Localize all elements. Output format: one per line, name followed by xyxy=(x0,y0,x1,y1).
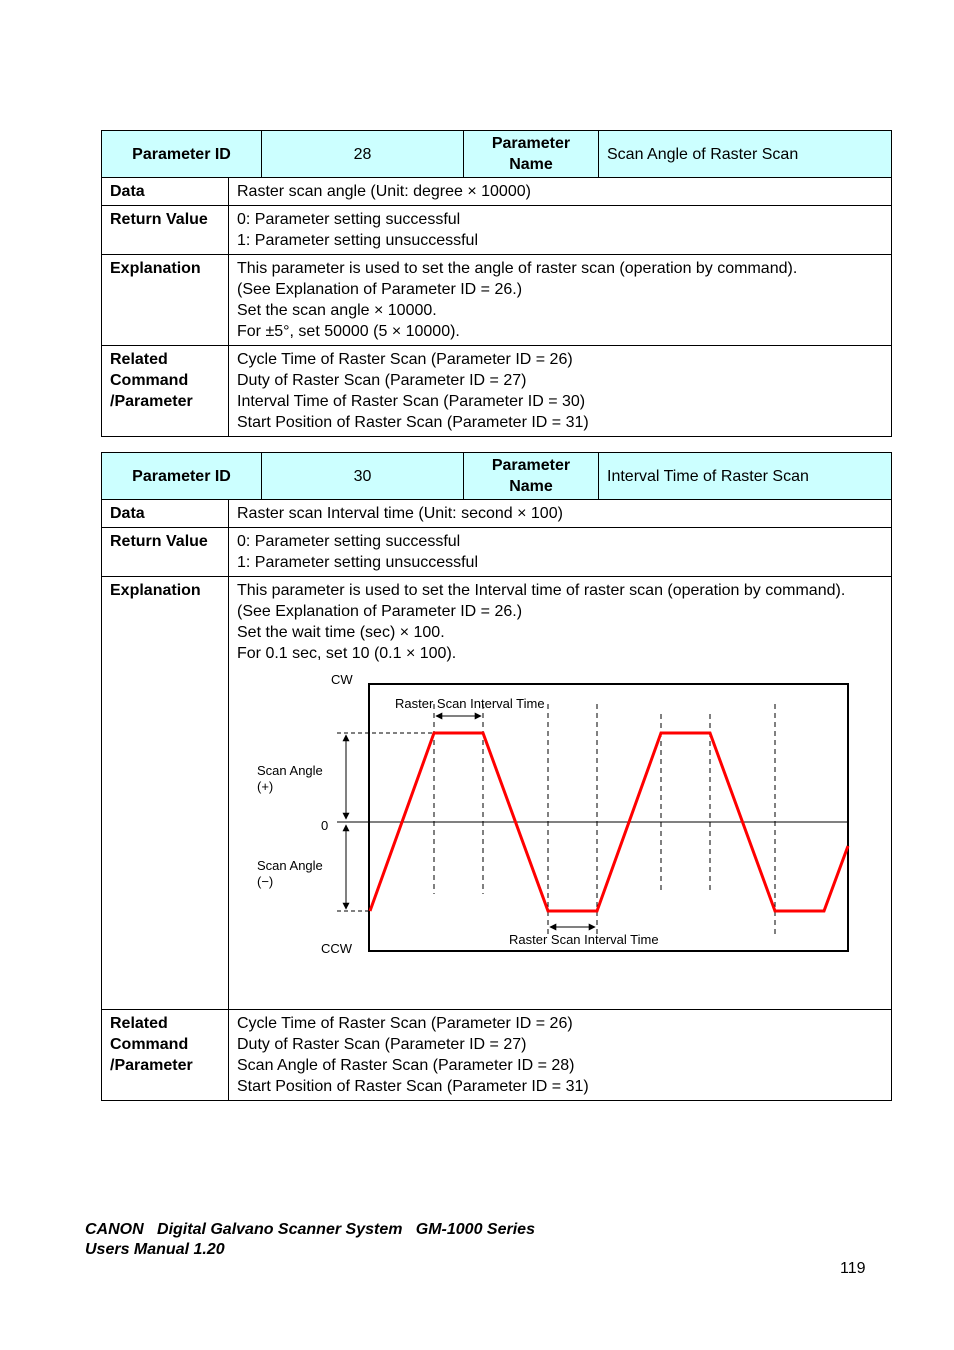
data-value: Raster scan angle (Unit: degree × 10000) xyxy=(229,178,892,206)
scan-angle-plus-label: Scan Angle xyxy=(257,763,323,778)
ccw-label: CCW xyxy=(321,941,353,956)
parameter-table-30 xyxy=(101,452,892,1101)
scan-angle-minus-sign: (−) xyxy=(257,874,274,889)
explanation-label: Explanation xyxy=(102,255,229,346)
data-label: Data xyxy=(102,178,229,206)
footer-line-2: Users Manual 1.20 xyxy=(85,1241,225,1258)
interval-time-label-top: Raster Scan Interval Time xyxy=(395,696,545,711)
data-label: Data xyxy=(102,500,229,528)
parameter-name-value: Scan Angle of Raster Scan xyxy=(599,131,892,178)
parameter-name-label: Parameter Name xyxy=(464,131,599,178)
data-row xyxy=(102,178,892,206)
return-value-text: 0: Parameter setting successful 1: Parameter setting unsuccessful xyxy=(229,206,892,255)
parameter-id-label: Parameter ID xyxy=(102,131,262,178)
footer-brand: CANON xyxy=(85,1221,144,1238)
data-value: Raster scan Interval time (Unit: second × 100) xyxy=(229,500,892,528)
footer-line-1 xyxy=(85,1220,535,1240)
footer-product: Digital Galvano Scanner System xyxy=(157,1221,403,1238)
parameter-header-row xyxy=(102,131,892,178)
explanation-label: Explanation xyxy=(102,577,229,1010)
related-list: Cycle Time of Raster Scan (Parameter ID = 26) Duty of Raster Scan (Parameter ID = 27) Scan Angle of Raster Scan (Parameter ID = 28) Start Position of Raster Scan (Parameter ID = 31) xyxy=(229,1010,892,1101)
return-value-label: Return Value xyxy=(102,206,229,255)
related-row xyxy=(102,1010,892,1101)
raster-scan-timing-diagram xyxy=(237,664,887,994)
related-label: Related Command /Parameter xyxy=(102,1010,229,1101)
parameter-id-value: 30 xyxy=(262,453,464,500)
related-row xyxy=(102,346,892,437)
return-value-text: 0: Parameter setting successful 1: Parameter setting unsuccessful xyxy=(229,528,892,577)
parameter-name-label: Parameter Name xyxy=(464,453,599,500)
related-label: Related Command /Parameter xyxy=(102,346,229,437)
return-value-label: Return Value xyxy=(102,528,229,577)
explanation-text: This parameter is used to set the Interval time of raster scan (operation by command). (See Explanation of Parameter ID = 26.) Set the wait time (sec) × 100. For 0.1 sec, set 10 (0.1 × 100). CW CCW 0 Scan Angle (+) Scan Angle (−) Raster Scan Interval Time Raster Scan Interval Time xyxy=(229,577,892,1010)
footer-series: GM-1000 Series xyxy=(415,1221,535,1238)
parameter-name-value: Interval Time of Raster Scan xyxy=(599,453,892,500)
zero-label: 0 xyxy=(321,818,329,833)
explanation-text: This parameter is used to set the angle of raster scan (operation by command). (See Explanation of Parameter ID = 26.) Set the scan angle × 10000. For ±5°, set 50000 (5 × 10000). xyxy=(229,255,892,346)
interval-time-label-bottom: Raster Scan Interval Time xyxy=(509,932,659,947)
explanation-row xyxy=(102,577,892,1010)
related-list: Cycle Time of Raster Scan (Parameter ID = 26) Duty of Raster Scan (Parameter ID = 27) Interval Time of Raster Scan (Parameter ID = 30) Start Position of Raster Scan (Parameter ID = 31) xyxy=(229,346,892,437)
page-footer xyxy=(85,1220,535,1260)
return-value-row xyxy=(102,206,892,255)
parameter-id-value: 28 xyxy=(262,131,464,178)
return-value-row xyxy=(102,528,892,577)
scan-angle-minus-label: Scan Angle xyxy=(257,858,323,873)
data-row xyxy=(102,500,892,528)
parameter-table-28 xyxy=(101,130,892,437)
cw-label: CW xyxy=(331,672,353,687)
parameter-header-row xyxy=(102,453,892,500)
explanation-row xyxy=(102,255,892,346)
parameter-id-label: Parameter ID xyxy=(102,453,262,500)
scan-angle-plus-sign: (+) xyxy=(257,779,274,794)
page-number: 119 xyxy=(840,1260,866,1277)
